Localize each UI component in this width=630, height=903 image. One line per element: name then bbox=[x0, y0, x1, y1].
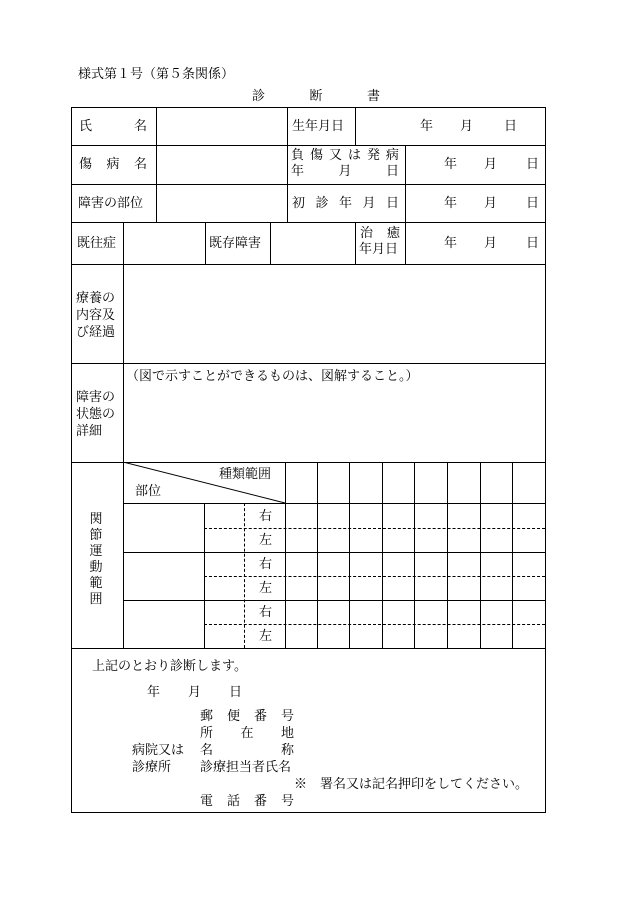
first-visit-month-unit: 月 bbox=[484, 196, 498, 211]
facility-name-label bbox=[200, 743, 294, 758]
birth-month-unit: 月 bbox=[460, 119, 474, 134]
col-line bbox=[317, 462, 318, 648]
form-number: 様式第１号（第５条関係） bbox=[78, 67, 235, 82]
label-char: 傷 bbox=[79, 157, 93, 172]
condition-note: （図で示すことができるものは、図解すること。） bbox=[126, 369, 419, 384]
footer-month-unit: 月 bbox=[188, 685, 202, 700]
condition-label bbox=[76, 389, 115, 440]
col-line bbox=[447, 462, 448, 648]
phone-label bbox=[200, 794, 294, 809]
label-char: 番 bbox=[253, 794, 267, 809]
rom-part-field[interactable] bbox=[124, 601, 203, 647]
rom-left-label: 左 bbox=[259, 629, 273, 644]
col-line bbox=[205, 222, 206, 264]
rom-right-label: 右 bbox=[259, 605, 273, 620]
label-char: 氏 bbox=[79, 119, 93, 134]
border-left bbox=[71, 107, 72, 813]
birth-year-unit: 年 bbox=[420, 119, 434, 134]
label-char: 年 bbox=[291, 164, 305, 179]
label-char: 名 bbox=[133, 157, 147, 172]
label-char: 名 bbox=[133, 119, 147, 134]
cure-month-unit: 月 bbox=[484, 236, 498, 251]
treatment-label bbox=[76, 290, 115, 341]
label-char: 電 bbox=[200, 794, 214, 809]
address-label bbox=[200, 726, 294, 741]
label-char: 名 bbox=[200, 743, 214, 758]
label-char: 又 bbox=[328, 148, 342, 163]
title-char: 書 bbox=[366, 89, 380, 104]
name-field[interactable] bbox=[157, 108, 286, 145]
first-visit-day-unit: 日 bbox=[526, 196, 540, 211]
medical-history-field[interactable] bbox=[124, 223, 204, 263]
rom-label bbox=[89, 512, 103, 608]
label-char: 地 bbox=[280, 726, 294, 741]
treatment-field[interactable] bbox=[124, 265, 544, 362]
first-visit-label bbox=[292, 196, 399, 211]
label-char: 診 bbox=[315, 196, 329, 211]
label-char: 発 bbox=[366, 148, 380, 163]
dashed-line bbox=[204, 624, 545, 625]
medical-history-label: 既往症 bbox=[77, 236, 117, 251]
birth-day-unit: 日 bbox=[504, 119, 518, 134]
birth-date-label: 生年月日 bbox=[292, 119, 345, 134]
label-char: 所 bbox=[200, 726, 214, 741]
label-char: 節 bbox=[89, 528, 103, 543]
onset-year-unit: 年 bbox=[444, 157, 458, 172]
rom-header-type: 種類範囲 bbox=[219, 467, 272, 482]
label-char: 負 bbox=[291, 148, 305, 163]
label-line: 内容及 bbox=[76, 308, 116, 323]
label-char: 動 bbox=[89, 560, 103, 575]
col-line bbox=[287, 107, 288, 222]
cure-date-field[interactable] bbox=[406, 223, 544, 263]
label-char: 治 bbox=[360, 226, 374, 241]
border-right bbox=[545, 107, 546, 813]
title-char: 断 bbox=[309, 89, 323, 104]
label-char: 郵 bbox=[200, 709, 214, 724]
label-line: 年月日 bbox=[359, 242, 399, 257]
disability-site-field[interactable] bbox=[157, 185, 286, 221]
label-char: 関 bbox=[89, 512, 103, 527]
label-line: 障害の bbox=[76, 390, 116, 405]
label-char: 癒 bbox=[386, 226, 400, 241]
label-char: 話 bbox=[226, 794, 240, 809]
label-char: 月 bbox=[338, 164, 352, 179]
onset-day-unit: 日 bbox=[526, 157, 540, 172]
dashed-col-line bbox=[244, 503, 245, 648]
rom-part-field[interactable] bbox=[124, 553, 203, 599]
col-line bbox=[512, 462, 513, 648]
cure-day-unit: 日 bbox=[526, 236, 540, 251]
label-char: 囲 bbox=[89, 592, 103, 607]
label-char: 年 bbox=[338, 196, 352, 211]
dashed-line bbox=[204, 528, 545, 529]
col-line bbox=[480, 462, 481, 648]
label-line: 療養の bbox=[76, 291, 116, 306]
title-char: 診 bbox=[252, 89, 266, 104]
label-char: 称 bbox=[280, 743, 294, 758]
col-line bbox=[414, 462, 415, 648]
existing-disability-field[interactable] bbox=[271, 223, 354, 263]
label-char: 号 bbox=[280, 794, 294, 809]
postal-code-label bbox=[200, 709, 294, 724]
footer-year-unit: 年 bbox=[147, 685, 161, 700]
onset-month-unit: 月 bbox=[484, 157, 498, 172]
label-char: 日 bbox=[385, 164, 399, 179]
doctor-name-label: 診療担当者氏名 bbox=[200, 760, 292, 775]
label-char: 月 bbox=[362, 196, 376, 211]
border-bottom bbox=[71, 812, 545, 813]
disability-site-label: 障害の部位 bbox=[78, 196, 144, 211]
col-line bbox=[382, 462, 383, 648]
label-char: 初 bbox=[292, 196, 306, 211]
injury-name-label bbox=[79, 157, 147, 172]
rom-right-label: 右 bbox=[259, 557, 273, 572]
cure-year-unit: 年 bbox=[444, 236, 458, 251]
label-char: 日 bbox=[385, 196, 399, 211]
label-char: 運 bbox=[89, 544, 103, 559]
rom-right-label: 右 bbox=[259, 509, 273, 524]
dashed-line bbox=[204, 576, 545, 577]
name-label bbox=[79, 119, 147, 134]
footer-day-unit: 日 bbox=[229, 685, 243, 700]
signature-note: ※ 署名又は記名押印をしてください。 bbox=[294, 777, 529, 792]
label-line: 状態の bbox=[76, 407, 116, 422]
onset-date-field[interactable] bbox=[406, 146, 544, 183]
cure-date-label bbox=[359, 226, 401, 258]
col-line bbox=[204, 503, 205, 648]
rom-left-label: 左 bbox=[259, 533, 273, 548]
label-char: は bbox=[347, 148, 361, 163]
diagnosis-statement: 上記のとおり診断します。 bbox=[92, 659, 247, 674]
row-line bbox=[71, 648, 545, 649]
label-line: び経過 bbox=[76, 325, 116, 340]
hospital-label-line1: 病院又は bbox=[132, 743, 185, 758]
row-line bbox=[71, 363, 545, 364]
first-visit-field[interactable] bbox=[406, 185, 544, 221]
label-char: 番 bbox=[253, 709, 267, 724]
label-char: 傷 bbox=[309, 148, 323, 163]
label-char: 病 bbox=[106, 157, 120, 172]
label-line: 詳細 bbox=[76, 424, 103, 439]
label-char: 号 bbox=[280, 709, 294, 724]
label-char: 便 bbox=[226, 709, 240, 724]
label-char: 病 bbox=[385, 148, 399, 163]
injury-name-field[interactable] bbox=[157, 146, 286, 183]
first-visit-year-unit: 年 bbox=[444, 196, 458, 211]
label-char: 範 bbox=[89, 576, 103, 591]
document-title bbox=[252, 89, 380, 104]
rom-left-label: 左 bbox=[259, 581, 273, 596]
condition-field[interactable] bbox=[124, 388, 544, 461]
rom-header-part: 部位 bbox=[135, 484, 162, 499]
hospital-label-line2: 診療所 bbox=[132, 760, 172, 775]
col-line bbox=[349, 462, 350, 648]
existing-disability-label: 既存障害 bbox=[209, 236, 262, 251]
col-line bbox=[355, 222, 356, 264]
label-char: 在 bbox=[240, 726, 254, 741]
rom-part-field[interactable] bbox=[124, 504, 203, 551]
onset-date-label bbox=[291, 148, 399, 180]
